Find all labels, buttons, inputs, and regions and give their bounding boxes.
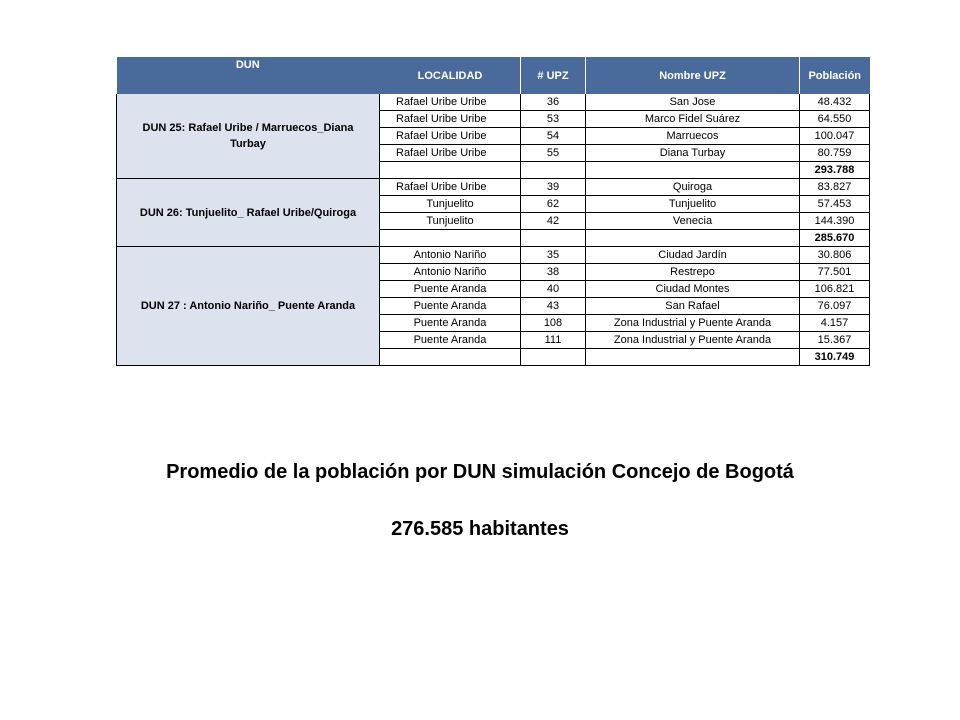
cell-localidad: Tunjuelito — [380, 196, 521, 213]
table-header-row — [117, 57, 870, 94]
cell-localidad: Rafael Uribe Uribe — [380, 179, 521, 196]
cell-nombre: Venecia — [586, 213, 800, 230]
cell-poblacion: 64.550 — [800, 111, 870, 128]
header-localidad: LOCALIDAD — [380, 57, 521, 94]
group-name-dun-25: DUN 25: Rafael Uribe / Marruecos_Diana Turbay — [117, 94, 380, 179]
cell-upz: 55 — [521, 145, 586, 162]
cell-upz: 38 — [521, 264, 586, 281]
cell-upz: 53 — [521, 111, 586, 128]
cell-poblacion: 144.390 — [800, 213, 870, 230]
cell-nombre: Ciudad Jardín — [586, 247, 800, 264]
header-dun: DUN — [117, 57, 380, 94]
cell-upz: 111 — [521, 332, 586, 349]
cell-poblacion: 30.806 — [800, 247, 870, 264]
cell-poblacion: 48.432 — [800, 94, 870, 111]
cell-nombre: Marco Fidel Suárez — [586, 111, 800, 128]
cell-nombre: San Jose — [586, 94, 800, 111]
table-row — [117, 247, 870, 264]
empty-cell — [380, 162, 521, 179]
cell-poblacion: 83.827 — [800, 179, 870, 196]
header-nombre-upz: Nombre UPZ — [586, 57, 800, 94]
subtotal-poblacion: 293.788 — [800, 162, 870, 179]
subtotal-poblacion: 310.749 — [800, 349, 870, 366]
empty-cell — [521, 162, 586, 179]
cell-poblacion: 106.821 — [800, 281, 870, 298]
empty-cell — [380, 230, 521, 247]
empty-cell — [521, 230, 586, 247]
cell-nombre: Marruecos — [586, 128, 800, 145]
cell-localidad: Rafael Uribe Uribe — [380, 94, 521, 111]
header-poblacion: Población — [800, 57, 870, 94]
cell-poblacion: 100.047 — [800, 128, 870, 145]
cell-upz: 35 — [521, 247, 586, 264]
cell-localidad: Puente Aranda — [380, 332, 521, 349]
cell-nombre: Tunjuelito — [586, 196, 800, 213]
cell-nombre: Zona Industrial y Puente Aranda — [586, 332, 800, 349]
cell-nombre: Zona Industrial y Puente Aranda — [586, 315, 800, 332]
empty-cell — [380, 349, 521, 366]
cell-upz: 40 — [521, 281, 586, 298]
header-upz-number: # UPZ — [521, 57, 586, 94]
empty-cell — [521, 349, 586, 366]
cell-localidad: Rafael Uribe Uribe — [380, 145, 521, 162]
cell-upz: 39 — [521, 179, 586, 196]
summary-title: Promedio de la población por DUN simulación Concejo de Bogotá — [166, 461, 794, 483]
summary-value: 276.585 habitantes — [391, 518, 569, 540]
cell-upz: 42 — [521, 213, 586, 230]
cell-upz: 43 — [521, 298, 586, 315]
dun-population-table — [116, 57, 870, 366]
cell-localidad: Puente Aranda — [380, 315, 521, 332]
empty-cell — [586, 349, 800, 366]
group-name-dun-27: DUN 27 : Antonio Nariño_ Puente Aranda — [117, 247, 380, 366]
cell-localidad: Rafael Uribe Uribe — [380, 111, 521, 128]
subtotal-poblacion: 285.670 — [800, 230, 870, 247]
cell-poblacion: 77.501 — [800, 264, 870, 281]
cell-poblacion: 4.157 — [800, 315, 870, 332]
cell-localidad: Antonio Nariño — [380, 247, 521, 264]
cell-localidad: Antonio Nariño — [380, 264, 521, 281]
cell-poblacion: 57.453 — [800, 196, 870, 213]
cell-localidad: Tunjuelito — [380, 213, 521, 230]
cell-upz: 108 — [521, 315, 586, 332]
cell-upz: 54 — [521, 128, 586, 145]
cell-nombre: Ciudad Montes — [586, 281, 800, 298]
group-name-dun-26: DUN 26: Tunjuelito_ Rafael Uribe/Quiroga — [117, 179, 380, 247]
empty-cell — [586, 230, 800, 247]
cell-poblacion: 15.367 — [800, 332, 870, 349]
cell-upz: 62 — [521, 196, 586, 213]
empty-cell — [586, 162, 800, 179]
cell-nombre: Restrepo — [586, 264, 800, 281]
cell-localidad: Puente Aranda — [380, 281, 521, 298]
cell-nombre: Diana Turbay — [586, 145, 800, 162]
table-row — [117, 179, 870, 196]
cell-localidad: Puente Aranda — [380, 298, 521, 315]
cell-upz: 36 — [521, 94, 586, 111]
cell-nombre: Quiroga — [586, 179, 800, 196]
cell-poblacion: 76.097 — [800, 298, 870, 315]
cell-poblacion: 80.759 — [800, 145, 870, 162]
table-row — [117, 94, 870, 111]
cell-nombre: San Rafael — [586, 298, 800, 315]
cell-localidad: Rafael Uribe Uribe — [380, 128, 521, 145]
